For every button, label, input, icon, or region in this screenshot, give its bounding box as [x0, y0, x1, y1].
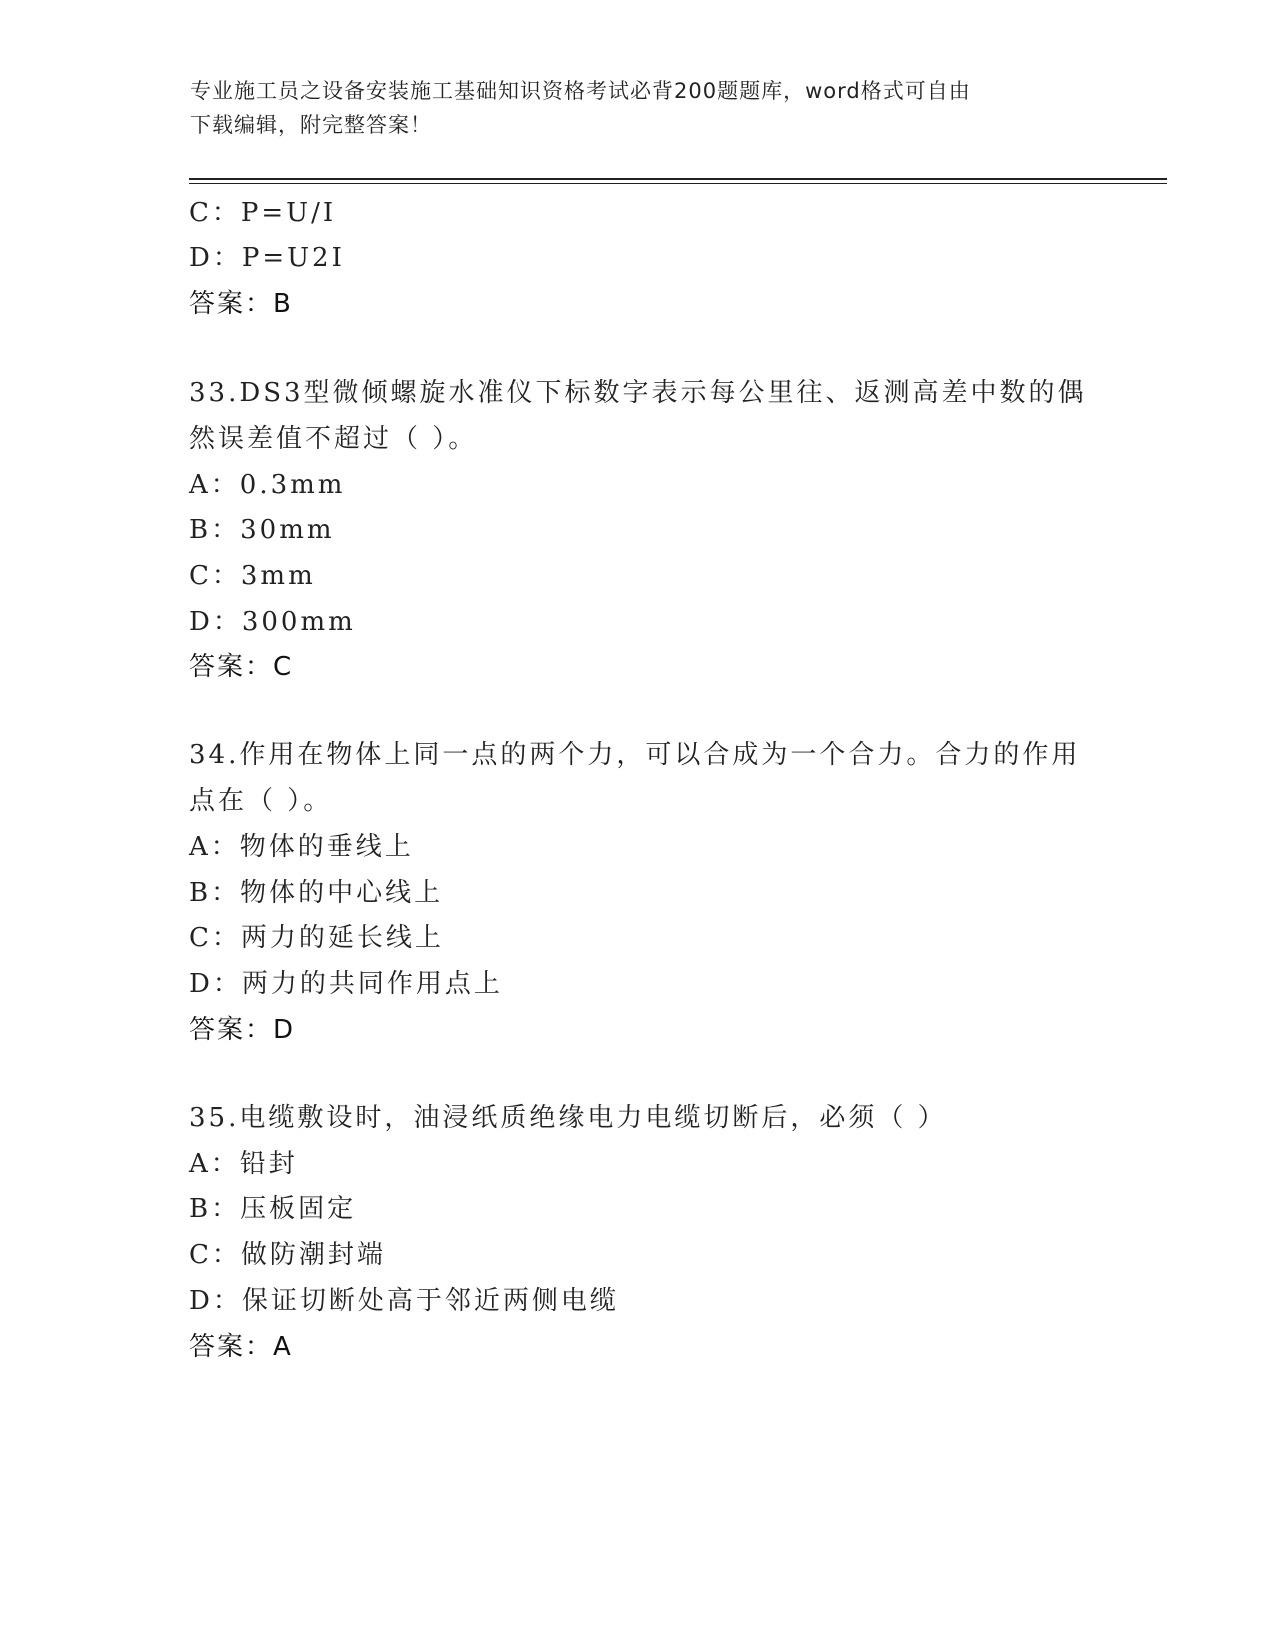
q34-stem-line-1: 34.作用在物体上同一点的两个力，可以合成为一个合力。合力的作用 [189, 740, 1081, 770]
q33-stem-line-1: 33.DS3型微倾螺旋水准仪下标数字表示每公里往、返测高差中数的偶 [189, 378, 1087, 408]
q35-stem: 35.电缆敷设时，油浸纸质绝缘电力电缆切断后，必须（ ） [189, 1103, 947, 1133]
q33-option-d: D：300mm [189, 607, 356, 637]
header-divider-bottom [189, 183, 1167, 184]
q33-answer: 答案：C [189, 652, 294, 682]
q35-option-c: C：做防潮封端 [189, 1240, 386, 1270]
prev-option-d: D：P=U2I [189, 243, 345, 273]
q34-option-a: A：物体的垂线上 [189, 832, 414, 862]
q34-answer: 答案：D [189, 1015, 296, 1045]
q35-option-b: B：压板固定 [189, 1194, 357, 1224]
q33-option-c: C：3mm [189, 561, 316, 591]
q34-option-c: C：两力的延长线上 [189, 923, 444, 953]
q33-stem-line-2: 然误差值不超过（ ）。 [189, 424, 478, 454]
prev-option-c: C：P=U/I [189, 198, 337, 228]
header-line-2: 下载编辑，附完整答案！ [190, 113, 432, 137]
header-line-1: 专业施工员之设备安装施工基础知识资格考试必背200题题库，word格式可自由 [190, 79, 971, 103]
q35-option-a: A：铅封 [189, 1149, 298, 1179]
q34-option-d: D：两力的共同作用点上 [189, 969, 503, 999]
q34-stem-line-2: 点在（ ）。 [189, 786, 333, 816]
prev-answer: 答案：B [189, 289, 293, 319]
q33-option-a: A：0.3mm [189, 470, 346, 500]
q35-answer: 答案：A [189, 1332, 293, 1362]
q34-option-b: B：物体的中心线上 [189, 878, 444, 908]
q35-option-d: D：保证切断处高于邻近两侧电缆 [189, 1286, 619, 1316]
document-header [190, 74, 1090, 142]
header-divider-top [189, 178, 1167, 180]
q33-option-b: B：30mm [189, 515, 335, 545]
